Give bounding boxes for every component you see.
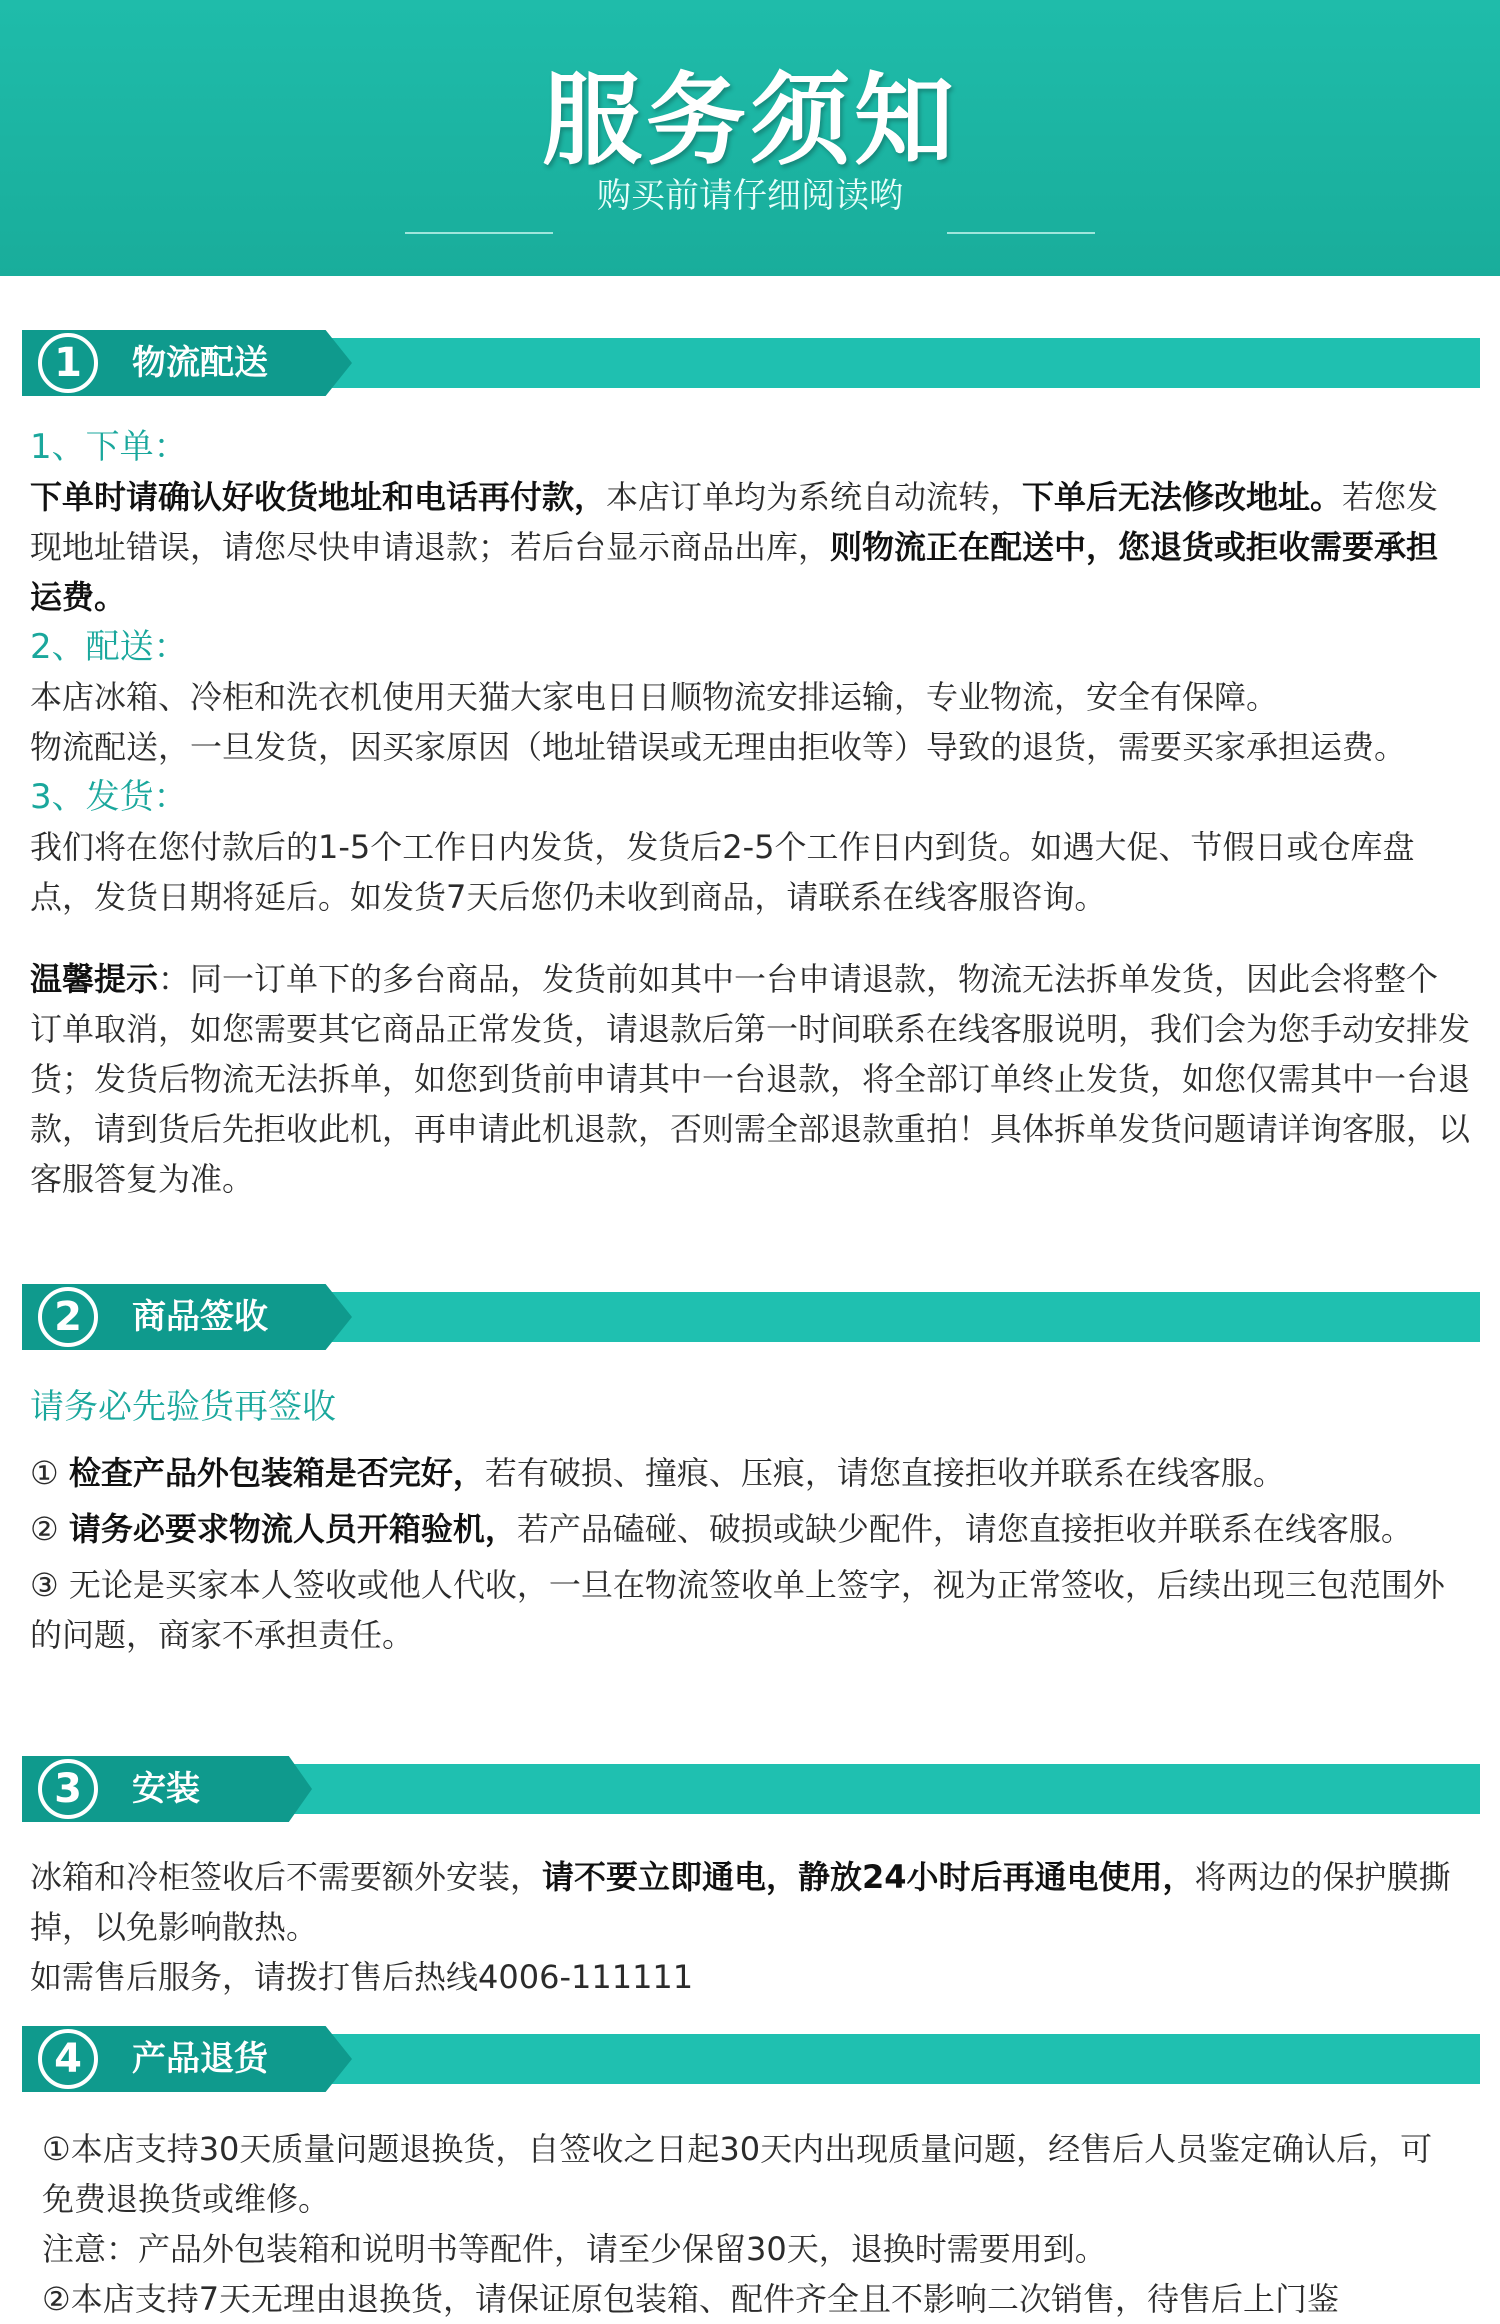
- installation-bold: 请不要立即通电，静放24小时后再通电使用，: [542, 1858, 1195, 1896]
- section-header-receipt: [22, 1284, 1480, 1350]
- section-returns-body: [42, 2124, 1462, 2324]
- section-number-badge: 1: [38, 333, 98, 393]
- section-header-returns: [22, 2026, 1480, 2092]
- section-title: 商品签收: [132, 1297, 268, 1337]
- order-bold-b: 下单后无法修改地址。: [1022, 478, 1343, 516]
- item-text: 无论是买家本人签收或他人代收，一旦在物流签收单上签字，视为正常签收，后续出现三包范围外的问题，商家不承担责任。: [30, 1566, 1445, 1654]
- subheading-shipping: 3、发货：: [30, 777, 188, 817]
- installation-paragraph: [30, 1852, 1470, 1952]
- item-text: 若产品磕碰、破损或缺少配件，请您直接拒收并联系在线客服。: [516, 1510, 1413, 1548]
- section-title: 产品退货: [132, 2039, 268, 2079]
- header-banner: [0, 0, 1500, 276]
- subtitle-divider-right: [947, 232, 1095, 234]
- order-bold-c: 则物流正在配送中，您退货或拒收需要承担运费。: [30, 528, 1439, 616]
- delivery-line-1: 本店冰箱、冷柜和洗衣机使用天猫大家电日日顺物流安排运输，专业物流，安全有保障。: [30, 678, 1279, 716]
- receipt-item-2: [30, 1504, 1470, 1554]
- section-number-badge: 4: [38, 2029, 98, 2089]
- section-number-badge: 2: [38, 1287, 98, 1347]
- order-text-a: 本店订单均为系统自动流转，: [606, 478, 1023, 516]
- section-header-logistics: [22, 330, 1480, 396]
- tip-paragraph: [30, 954, 1470, 1204]
- service-hotline: 如需售后服务，请拨打售后热线4006-111111: [30, 1958, 694, 1996]
- subheading-delivery: 2、配送：: [30, 627, 188, 667]
- section-title: 物流配送: [132, 343, 268, 383]
- item-bold: 请务必要求物流人员开箱验机，: [68, 1510, 517, 1548]
- tip-text: ：同一订单下的多台商品，发货前如其中一台申请退款，物流无法拆单发货，因此会将整个订单取消，如您需要其它商品正常发货，请退款后第一时间联系在线客服说明，我们会为您手动安排发货；发货后物流无法拆单，如您到货前申请其中一台退款，将全部订单终止发货，如您仅需其中一台退款，请到货后先拒收此机，再申请此机退款，否则需全部退款重拍！具体拆单发货问题请详询客服，以客服答复为准。: [30, 960, 1471, 1198]
- returns-line-2: 注意：产品外包装箱和说明书等配件，请至少保留30天，退换时需要用到。: [42, 2230, 1107, 2268]
- page-title: 服务须知: [542, 62, 958, 179]
- item-bold: 检查产品外包装箱是否完好，: [68, 1454, 485, 1492]
- section-logistics-body: [30, 422, 1470, 1204]
- order-paragraph: [30, 472, 1470, 622]
- page-subtitle: 购买前请仔细阅读哟: [597, 176, 903, 216]
- item-text: 若有破损、撞痕、压痕，请您直接拒收并联系在线客服。: [484, 1454, 1285, 1492]
- section-number-badge: 3: [38, 1759, 98, 1819]
- section-installation-body: [30, 1852, 1470, 2002]
- installation-text-a: 冰箱和冷柜签收后不需要额外安装，: [30, 1858, 543, 1896]
- delivery-line-2: 物流配送，一旦发货，因买家原因（地址错误或无理由拒收等）导致的退货，需要买家承担运费。: [30, 728, 1407, 766]
- item-mark: ③: [30, 1566, 59, 1604]
- section-title: 安装: [132, 1769, 200, 1809]
- shipping-paragraph: 我们将在您付款后的1-5个工作日内发货，发货后2-5个工作日内到货。如遇大促、节假日或仓库盘点，发货日期将延后。如发货7天后您仍未收到商品，请联系在线客服咨询。: [30, 828, 1415, 916]
- order-bold-a: 下单时请确认好收货地址和电话再付款，: [30, 478, 607, 516]
- returns-line-1: ①本店支持30天质量问题退换货，自签收之日起30天内出现质量问题，经售后人员鉴定确认后，可免费退换货或维修。: [42, 2130, 1433, 2218]
- section-header-installation: [22, 1756, 1480, 1822]
- tip-label: 温馨提示: [30, 960, 159, 998]
- section-receipt-body: [30, 1382, 1470, 1660]
- order-text-b: 若您发现地址错误，请您尽快申请退款；若后台显示商品出库，: [30, 478, 1439, 566]
- installation-text-b: 将两边的保护膜撕掉，以免影响散热。: [30, 1858, 1451, 1946]
- receipt-heading: 请务必先验货再签收: [30, 1387, 336, 1427]
- item-mark: ①: [30, 1454, 59, 1492]
- returns-line-3: ②本店支持7天无理由退换货，请保证原包装箱、配件齐全且不影响二次销售，待售后上门鉴: [42, 2280, 1340, 2318]
- subtitle-divider-left: [405, 232, 553, 234]
- subheading-order: 1、下单：: [30, 427, 188, 467]
- receipt-item-1: [30, 1448, 1470, 1498]
- item-mark: ②: [30, 1510, 59, 1548]
- receipt-item-3: [30, 1560, 1470, 1660]
